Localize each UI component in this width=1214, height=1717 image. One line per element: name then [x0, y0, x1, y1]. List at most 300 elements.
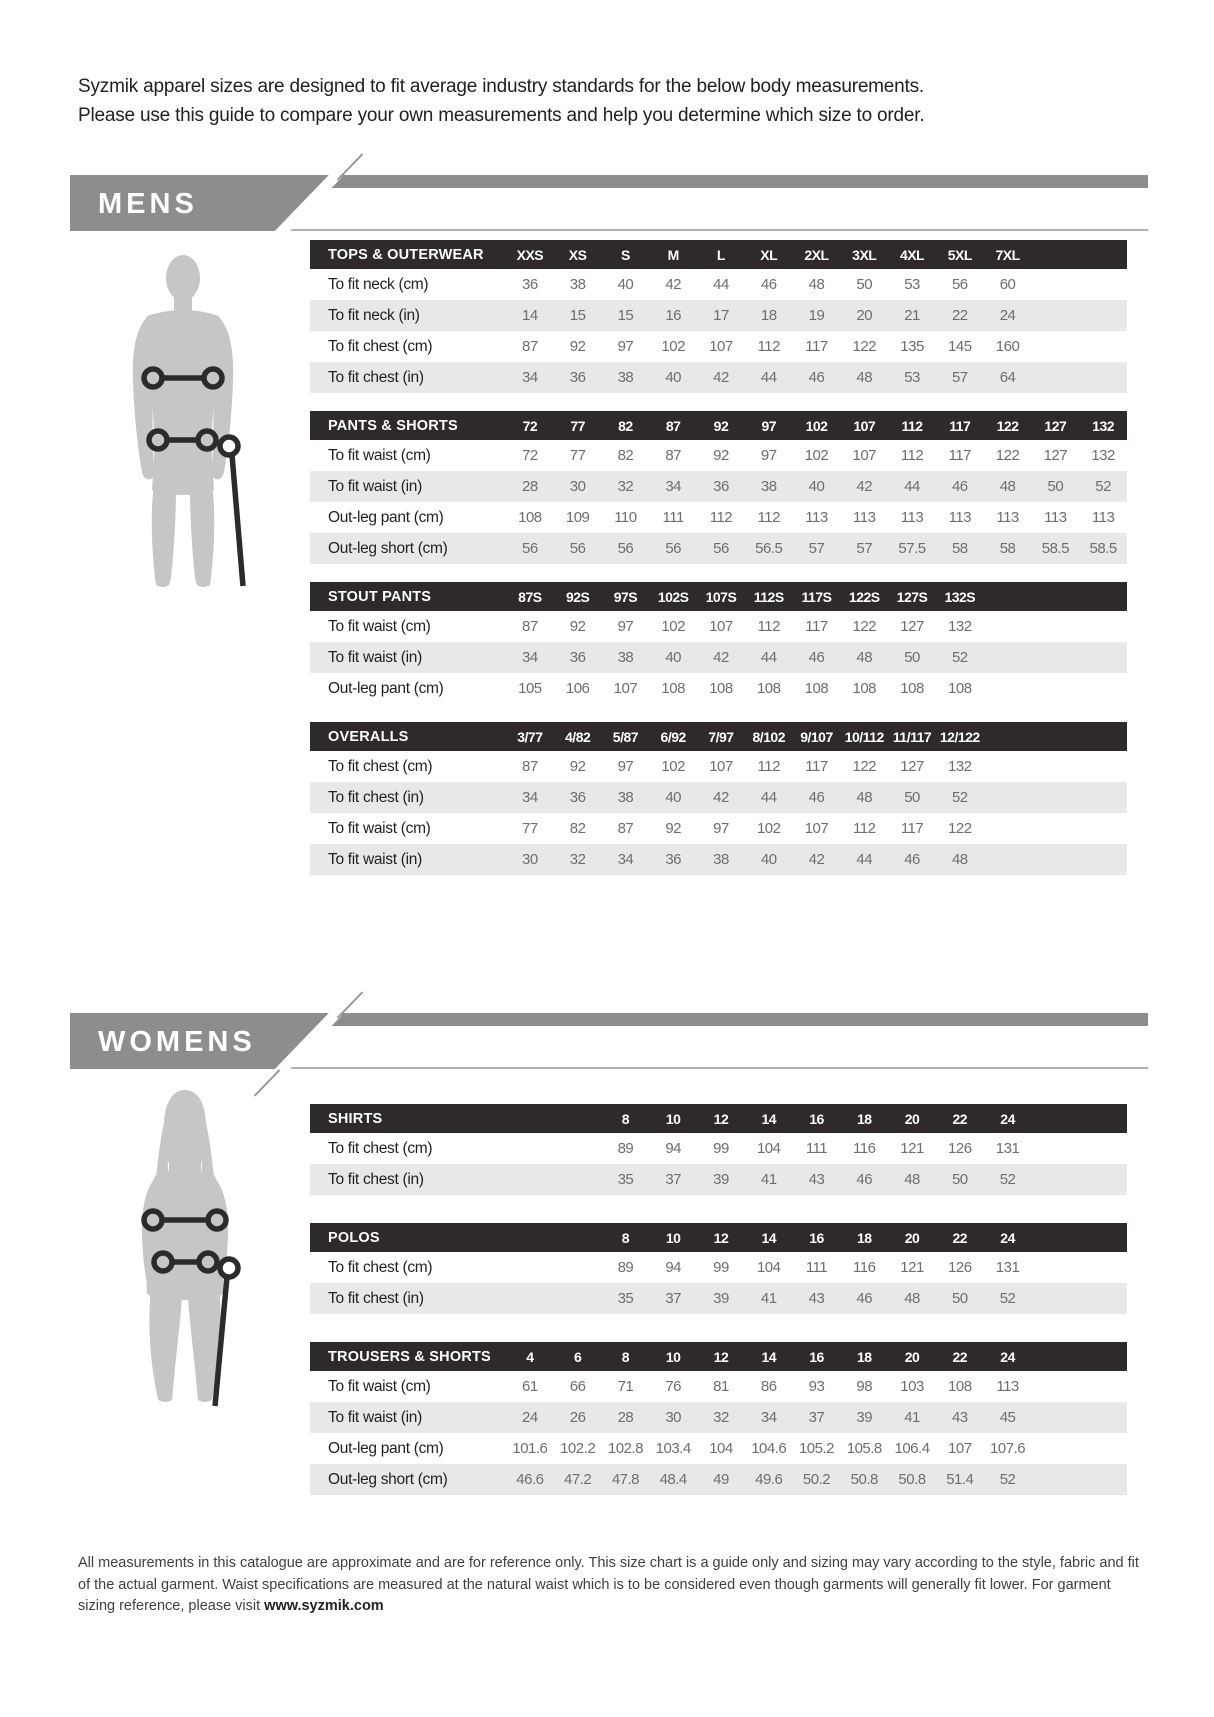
value-cell: 108 — [900, 680, 924, 697]
value-cell: 46 — [904, 851, 920, 868]
row-label: To fit neck (cm) — [328, 275, 429, 293]
male-body-silhouette — [95, 250, 265, 595]
column-header: 3XL — [852, 246, 877, 263]
value-cell: 39 — [713, 1290, 729, 1307]
value-cell: 44 — [904, 478, 920, 495]
value-cell: 37 — [665, 1290, 682, 1307]
value-cell: 42 — [713, 789, 729, 806]
value-cell: 98 — [856, 1378, 873, 1395]
value-cell: 109 — [565, 509, 590, 526]
value-cell: 51.4 — [946, 1471, 974, 1488]
value-cell: 44 — [760, 649, 777, 666]
value-cell: 122 — [852, 338, 877, 355]
value-cell: 50 — [951, 1290, 968, 1307]
column-header: 6 — [574, 1348, 582, 1365]
value-cell: 36 — [713, 478, 729, 495]
value-cell: 113 — [900, 509, 924, 526]
column-header: 12 — [713, 1110, 729, 1127]
column-header: 102 — [805, 417, 828, 434]
value-cell: 131 — [995, 1259, 1020, 1276]
value-cell: 57.5 — [898, 540, 926, 557]
value-cell: 37 — [808, 1409, 825, 1426]
table-row — [310, 1433, 1127, 1464]
column-header: 11/117 — [892, 728, 932, 745]
value-cell: 49 — [713, 1471, 729, 1488]
value-cell: 43 — [951, 1409, 968, 1426]
value-cell: 108 — [804, 680, 829, 697]
value-cell: 81 — [713, 1378, 729, 1395]
mens-section-banner — [70, 175, 1148, 231]
value-cell: 17 — [713, 307, 729, 324]
column-header: XL — [760, 246, 778, 263]
value-cell: 52 — [951, 789, 968, 806]
value-cell: 37 — [665, 1171, 682, 1188]
size-table-polos — [310, 1223, 1127, 1314]
column-header: XS — [568, 246, 587, 263]
table-row — [310, 300, 1127, 331]
column-header: 122S — [848, 588, 880, 605]
table-row — [310, 533, 1127, 564]
value-cell: 113 — [996, 1378, 1019, 1395]
value-cell: 77 — [522, 820, 538, 837]
value-cell: 122 — [995, 447, 1020, 464]
size-table-stout-pants — [310, 582, 1127, 704]
column-header: S — [620, 246, 630, 263]
table-row — [310, 1402, 1127, 1433]
value-cell: 160 — [995, 338, 1020, 355]
value-cell: 38 — [617, 649, 634, 666]
column-header: 8 — [621, 1110, 630, 1127]
value-cell: 102 — [756, 820, 781, 837]
intro-line-1: Syzmik apparel sizes are designed to fit average industry standards for the below body measurements. — [78, 76, 925, 97]
value-cell: 45 — [999, 1409, 1016, 1426]
banner-bottom-line — [288, 1067, 1148, 1069]
column-header: 4XL — [899, 246, 925, 263]
value-cell: 104 — [709, 1440, 733, 1457]
value-cell: 66 — [569, 1378, 586, 1395]
table-header-row — [310, 582, 1127, 611]
column-header: 22 — [952, 1110, 968, 1127]
value-cell: 108 — [852, 680, 877, 697]
value-cell: 38 — [617, 369, 634, 386]
value-cell: 42 — [713, 649, 729, 666]
value-cell: 97 — [713, 820, 729, 837]
column-header: 6/92 — [660, 728, 686, 745]
value-cell: 113 — [996, 509, 1019, 526]
value-cell: 16 — [665, 307, 682, 324]
column-header: 14 — [761, 1110, 777, 1127]
table-header-row — [310, 1104, 1127, 1133]
table-title: POLOS — [328, 1229, 380, 1246]
value-cell: 34 — [617, 851, 634, 868]
value-cell: 24 — [999, 307, 1016, 324]
value-cell: 34 — [665, 478, 682, 495]
value-cell: 112 — [757, 758, 780, 775]
table-header-row — [310, 1223, 1127, 1252]
value-cell: 116 — [853, 1140, 876, 1157]
column-header: 10 — [665, 1229, 681, 1246]
value-cell: 30 — [522, 851, 538, 868]
value-cell: 52 — [999, 1171, 1016, 1188]
value-cell: 61 — [522, 1378, 538, 1395]
column-header: 4 — [526, 1348, 534, 1365]
table-row — [310, 1252, 1127, 1283]
value-cell: 110 — [614, 509, 637, 526]
value-cell: 38 — [760, 478, 777, 495]
value-cell: 105.8 — [846, 1440, 882, 1457]
table-header-row — [310, 1342, 1127, 1371]
table-title: STOUT PANTS — [328, 588, 432, 605]
womens-section-banner — [70, 1013, 1148, 1069]
table-row — [310, 1464, 1127, 1495]
intro-line-2: Please use this guide to compare your own measurements and help you determine which size to order. — [78, 105, 925, 126]
row-label: To fit chest (in) — [328, 1170, 424, 1188]
value-cell: 48.4 — [659, 1471, 687, 1488]
value-cell: 112 — [757, 618, 780, 635]
value-cell: 60 — [999, 276, 1016, 293]
table-row — [310, 440, 1127, 471]
table-title: OVERALLS — [328, 728, 409, 745]
column-header: 107S — [705, 588, 737, 605]
row-label: To fit waist (in) — [328, 1408, 422, 1426]
value-cell: 40 — [760, 851, 777, 868]
value-cell: 35 — [617, 1171, 634, 1188]
value-cell: 41 — [760, 1290, 777, 1307]
row-label: To fit chest (cm) — [328, 1139, 433, 1157]
value-cell: 50 — [951, 1171, 968, 1188]
value-cell: 122 — [852, 758, 877, 775]
column-header: 20 — [904, 1348, 920, 1365]
value-cell: 92 — [569, 338, 586, 355]
column-header: 24 — [1000, 1229, 1015, 1246]
value-cell: 131 — [995, 1140, 1020, 1157]
value-cell: 20 — [856, 307, 873, 324]
column-header: 92S — [565, 588, 590, 605]
value-cell: 58.5 — [1089, 540, 1117, 557]
value-cell: 46 — [808, 789, 825, 806]
value-cell: 46 — [760, 276, 777, 293]
value-cell: 113 — [805, 509, 828, 526]
value-cell: 82 — [617, 447, 634, 464]
value-cell: 42 — [665, 276, 682, 293]
mens-banner-label: MENS — [98, 188, 198, 220]
table-row — [310, 673, 1127, 704]
value-cell: 42 — [713, 369, 729, 386]
value-cell: 43 — [808, 1171, 825, 1188]
row-label: To fit waist (cm) — [328, 1377, 431, 1395]
table-row — [310, 1283, 1127, 1314]
value-cell: 94 — [665, 1259, 682, 1276]
column-header: 77 — [570, 417, 585, 434]
footer-text: All measurements in this catalogue are approximate and are for reference only. This size chart is a guide only and sizing may vary according to the style, fabric and fit of the actual garment. Waist specifications are measured at the natural waist which is to be considered even though garments will generally fit lower. For garment sizing reference, please visit — [78, 1555, 1139, 1614]
row-label: To fit chest (cm) — [328, 1258, 433, 1276]
value-cell: 57 — [856, 540, 873, 557]
column-header: 12 — [713, 1229, 729, 1246]
row-label: To fit neck (in) — [328, 306, 420, 324]
value-cell: 15 — [569, 307, 586, 324]
row-label: Out-leg pant (cm) — [328, 508, 444, 526]
value-cell: 103 — [900, 1378, 924, 1395]
value-cell: 102.8 — [607, 1440, 643, 1457]
value-cell: 113 — [853, 509, 876, 526]
value-cell: 111 — [805, 1140, 828, 1157]
value-cell: 48 — [808, 276, 825, 293]
table-row — [310, 471, 1127, 502]
value-cell: 46 — [856, 1290, 873, 1307]
value-cell: 50.2 — [802, 1471, 831, 1488]
value-cell: 56 — [522, 540, 538, 557]
value-cell: 107 — [709, 618, 733, 635]
value-cell: 72 — [522, 447, 538, 464]
womens-banner-label: WOMENS — [98, 1026, 256, 1058]
column-header: 112S — [753, 588, 784, 605]
value-cell: 52 — [1095, 478, 1111, 495]
column-header: 22 — [952, 1348, 968, 1365]
value-cell: 76 — [665, 1378, 682, 1395]
row-label: To fit waist (in) — [328, 477, 422, 495]
table-row — [310, 751, 1127, 782]
column-header: 18 — [856, 1348, 872, 1365]
row-label: To fit waist (in) — [328, 648, 422, 666]
value-cell: 105.2 — [798, 1440, 835, 1457]
value-cell: 38 — [569, 276, 586, 293]
column-header: 117S — [801, 588, 832, 605]
value-cell: 145 — [948, 338, 972, 355]
table-row — [310, 331, 1127, 362]
column-header: 72 — [522, 417, 538, 434]
value-cell: 97 — [617, 338, 634, 355]
value-cell: 107 — [852, 447, 877, 464]
value-cell: 56 — [713, 540, 729, 557]
value-cell: 101.6 — [512, 1440, 548, 1457]
row-label: To fit chest (cm) — [328, 337, 433, 355]
column-header: 20 — [904, 1229, 920, 1246]
column-header: 5/87 — [612, 728, 639, 745]
value-cell: 48 — [856, 649, 873, 666]
column-header: 18 — [856, 1229, 872, 1246]
value-cell: 121 — [900, 1259, 924, 1276]
value-cell: 36 — [569, 649, 586, 666]
column-header: 92 — [713, 417, 729, 434]
value-cell: 56 — [569, 540, 586, 557]
value-cell: 50 — [904, 649, 920, 666]
value-cell: 87 — [522, 618, 538, 635]
value-cell: 38 — [713, 851, 729, 868]
column-header: M — [667, 246, 679, 263]
value-cell: 104 — [756, 1140, 781, 1157]
value-cell: 107 — [613, 680, 638, 697]
value-cell: 122 — [948, 820, 972, 837]
column-header: 12 — [713, 1348, 729, 1365]
value-cell: 102 — [661, 758, 685, 775]
value-cell: 58 — [951, 540, 968, 557]
value-cell: 58 — [999, 540, 1016, 557]
column-header: 3/77 — [517, 728, 543, 745]
value-cell: 117 — [805, 618, 828, 635]
value-cell: 117 — [805, 338, 828, 355]
value-cell: 34 — [522, 369, 538, 386]
value-cell: 40 — [665, 369, 682, 386]
value-cell: 102.2 — [560, 1440, 596, 1457]
size-table-shirts — [310, 1104, 1127, 1195]
row-label: To fit waist (in) — [328, 850, 422, 868]
size-table-trousers-shorts — [310, 1342, 1127, 1495]
value-cell: 93 — [808, 1378, 825, 1395]
value-cell: 113 — [1091, 509, 1115, 526]
column-header: 14 — [761, 1229, 777, 1246]
value-cell: 30 — [665, 1409, 682, 1426]
value-cell: 34 — [760, 1409, 777, 1426]
value-cell: 47.8 — [611, 1471, 640, 1488]
column-header: 5XL — [947, 246, 972, 263]
banner-bottom-line — [288, 229, 1148, 231]
column-header: 112 — [901, 417, 923, 434]
value-cell: 97 — [760, 447, 777, 464]
table-title: TROUSERS & SHORTS — [328, 1348, 491, 1365]
column-header: 8 — [621, 1229, 630, 1246]
column-header: 8/102 — [752, 728, 785, 745]
value-cell: 35 — [617, 1290, 634, 1307]
column-header: 117 — [949, 417, 971, 434]
column-header: 2XL — [804, 246, 829, 263]
value-cell: 18 — [760, 307, 777, 324]
value-cell: 71 — [617, 1378, 634, 1395]
value-cell: 132 — [948, 618, 972, 635]
value-cell: 92 — [665, 820, 682, 837]
value-cell: 104 — [756, 1259, 781, 1276]
column-header: 16 — [809, 1110, 824, 1127]
value-cell: 127 — [900, 618, 924, 635]
value-cell: 41 — [760, 1171, 777, 1188]
value-cell: 36 — [569, 789, 586, 806]
size-table-pants-shorts — [310, 411, 1127, 564]
mens-tables — [310, 240, 1127, 875]
value-cell: 117 — [900, 820, 924, 837]
row-label: To fit chest (in) — [328, 1289, 424, 1307]
value-cell: 102 — [804, 447, 829, 464]
value-cell: 111 — [805, 1259, 828, 1276]
value-cell: 104.6 — [751, 1440, 787, 1457]
value-cell: 36 — [569, 369, 586, 386]
column-header: 12/122 — [939, 728, 980, 745]
column-header: 9/107 — [800, 728, 833, 745]
row-label: Out-leg short (cm) — [328, 1470, 448, 1488]
row-label: To fit chest (cm) — [328, 757, 433, 775]
table-row — [310, 611, 1127, 642]
row-label: Out-leg short (cm) — [328, 539, 448, 557]
row-label: To fit waist (cm) — [328, 446, 431, 464]
value-cell: 38 — [617, 789, 634, 806]
value-cell: 24 — [522, 1409, 538, 1426]
female-body-silhouette — [105, 1078, 265, 1413]
column-header: 20 — [904, 1110, 920, 1127]
value-cell: 22 — [951, 307, 968, 324]
value-cell: 36 — [522, 276, 538, 293]
value-cell: 103.4 — [655, 1440, 691, 1457]
womens-tables — [310, 1104, 1127, 1495]
value-cell: 108 — [661, 680, 685, 697]
column-header: 16 — [809, 1348, 824, 1365]
value-cell: 50 — [856, 276, 873, 293]
value-cell: 50 — [1047, 478, 1064, 495]
value-cell: 56.5 — [755, 540, 783, 557]
value-cell: 111 — [662, 509, 684, 526]
value-cell: 112 — [709, 509, 733, 526]
column-header: 22 — [952, 1229, 968, 1246]
row-label: To fit waist (cm) — [328, 617, 431, 635]
value-cell: 58.5 — [1041, 540, 1069, 557]
column-header: 10 — [665, 1110, 681, 1127]
table-row — [310, 502, 1127, 533]
row-label: To fit chest (in) — [328, 368, 424, 386]
value-cell: 39 — [713, 1171, 729, 1188]
value-cell: 52 — [999, 1290, 1016, 1307]
value-cell: 87 — [522, 338, 538, 355]
value-cell: 21 — [904, 307, 920, 324]
value-cell: 89 — [617, 1259, 634, 1276]
value-cell: 99 — [713, 1140, 729, 1157]
value-cell: 106 — [565, 680, 590, 697]
value-cell: 106.4 — [894, 1440, 930, 1457]
value-cell: 48 — [856, 789, 873, 806]
value-cell: 48 — [951, 851, 968, 868]
value-cell: 105 — [518, 680, 542, 697]
value-cell: 40 — [665, 649, 682, 666]
value-cell: 47.2 — [564, 1471, 592, 1488]
value-cell: 44 — [713, 276, 729, 293]
value-cell: 42 — [808, 851, 825, 868]
value-cell: 57 — [951, 369, 968, 386]
value-cell: 19 — [808, 307, 825, 324]
value-cell: 112 — [757, 338, 780, 355]
value-cell: 102 — [661, 338, 685, 355]
row-label: To fit chest (in) — [328, 788, 424, 806]
footer-website-link[interactable]: www.syzmik.com — [264, 1598, 384, 1614]
table-row — [310, 1164, 1127, 1195]
value-cell: 77 — [569, 447, 586, 464]
column-header: 127 — [1044, 417, 1067, 434]
male-silhouette-graphic — [95, 250, 265, 590]
value-cell: 43 — [808, 1290, 825, 1307]
value-cell: 132 — [1091, 447, 1115, 464]
value-cell: 46 — [808, 369, 825, 386]
value-cell: 97 — [617, 758, 634, 775]
column-header: 132 — [1092, 417, 1115, 434]
value-cell: 14 — [522, 307, 538, 324]
value-cell: 36 — [665, 851, 682, 868]
table-title: TOPS & OUTERWEAR — [328, 246, 484, 263]
size-table-tops-outerwear — [310, 240, 1127, 393]
value-cell: 108 — [948, 1378, 972, 1395]
value-cell: 26 — [569, 1409, 586, 1426]
column-header: 122 — [996, 417, 1019, 434]
table-row — [310, 1371, 1127, 1402]
column-header: 97 — [761, 417, 777, 434]
value-cell: 48 — [904, 1290, 920, 1307]
value-cell: 108 — [948, 680, 972, 697]
table-row — [310, 642, 1127, 673]
column-header: 10 — [665, 1348, 681, 1365]
value-cell: 56 — [951, 276, 968, 293]
value-cell: 46.6 — [516, 1471, 544, 1488]
value-cell: 116 — [853, 1259, 876, 1276]
value-cell: 42 — [856, 478, 873, 495]
value-cell: 117 — [948, 447, 972, 464]
value-cell: 107 — [709, 758, 733, 775]
value-cell: 113 — [1044, 509, 1067, 526]
column-header: 87 — [665, 417, 681, 434]
value-cell: 34 — [522, 649, 538, 666]
